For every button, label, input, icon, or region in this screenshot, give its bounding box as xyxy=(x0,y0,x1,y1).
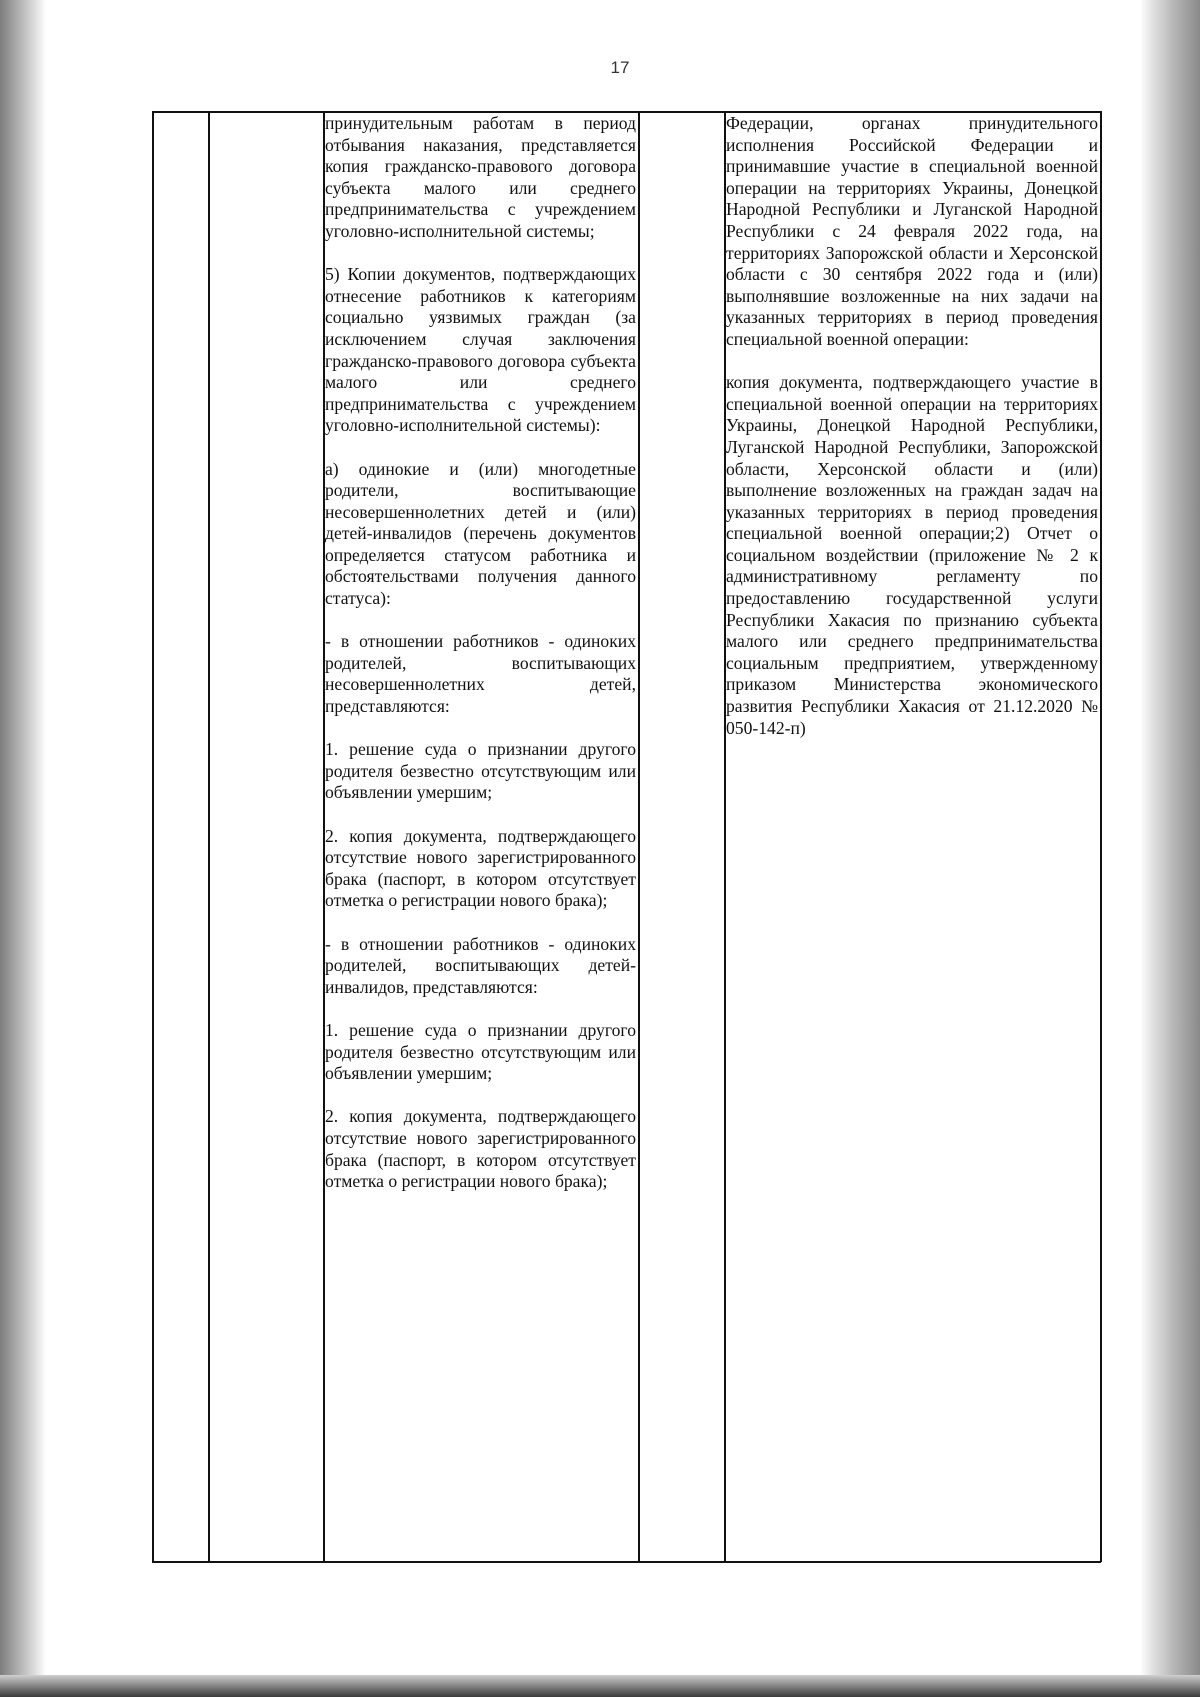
column-divider xyxy=(208,111,210,1562)
paragraph: 5) Копии документов, подтверждающих отнесение работников к категориям социально уязвимых граждан (за исключением случая заключения гражданско-правового договора субъекта малого или среднего предпринимательства с учреждением уголовно-исполнительной системы): xyxy=(325,264,636,436)
paragraph: 2. копия документа, подтверждающего отсутствие нового зарегистрированного брака (паспорт, в котором отсутствует отметка о регистрации нового брака); xyxy=(325,825,636,911)
paragraph: копия документа, подтверждающего участие в специальной военной операции на территориях Украины, Донецкой Народной Республики, Луганской Народной Республики, Запорожской области, Херсонской области и (или) выполнение возложенных на граждан задач на указанных территориях в период проведения специальной военной операции;2) Отчет о социальном воздействии (приложение № 2 к административному регламенту по предоставлению государственной услуги Республики Хакасия по признанию субъекта малого или среднего предпринимательства социальным предприятием, утвержденному приказом Министерства экономического развития Республики Хакасия от 21.12.2020 № 050-142-п) xyxy=(726,372,1098,738)
paragraph: принудительным работам в период отбывания наказания, представляется копия гражданско-правового договора субъекта малого или среднего предпринимательства с учреждением уголовно-исполнительной системы; xyxy=(325,113,636,241)
paragraph: 1. решение суда о признании другого родителя безвестно отсутствующим или объявлении умершим; xyxy=(325,739,636,803)
paragraph: 1. решение суда о признании другого родителя безвестно отсутствующим или объявлении умершим; xyxy=(325,1019,636,1084)
documents-column-text xyxy=(726,113,1098,739)
column-divider xyxy=(152,111,154,1562)
requirements-column-text xyxy=(325,113,636,1193)
page-number: 17 xyxy=(610,58,630,77)
paragraph: - в отношении работников - одиноких родителей, воспитывающих несовершеннолетних детей, представляются: xyxy=(325,631,636,717)
paragraph: а) одинокие и (или) многодетные родители, воспитывающие несовершеннолетних детей и (или) детей-инвалидов (перечень документов определяется статусом работника и обстоятельствами получения данного статуса): xyxy=(325,458,636,609)
paragraph: - в отношении работников - одиноких родителей, воспитывающих детей-инвалидов, представляются: xyxy=(325,933,636,997)
scan-shadow-right xyxy=(1140,0,1200,1697)
column-divider xyxy=(1100,111,1102,1562)
table-bottom-border xyxy=(152,1561,1101,1563)
paragraph: 2. копия документа, подтверждающего отсутствие нового зарегистрированного брака (паспорт, в котором отсутствует отметка о регистрации нового брака); xyxy=(325,1106,636,1192)
paragraph: Федерации, органах принудительного исполнения Российской Федерации и принимавшие участие в специальной военной операции на территориях Украины, Донецкой Народной Республики и Луганской Народной Республики с 24 февраля 2022 года, на территориях Запорожской области и Херсонской области с 30 сентября 2022 года и (или) выполнявшие возложенные на них задачи на указанных территориях в период проведения специальной военной операции: xyxy=(726,113,1098,349)
column-divider xyxy=(638,111,640,1562)
scan-shadow-left xyxy=(0,0,46,1697)
scan-shadow-bottom xyxy=(0,1675,1200,1697)
